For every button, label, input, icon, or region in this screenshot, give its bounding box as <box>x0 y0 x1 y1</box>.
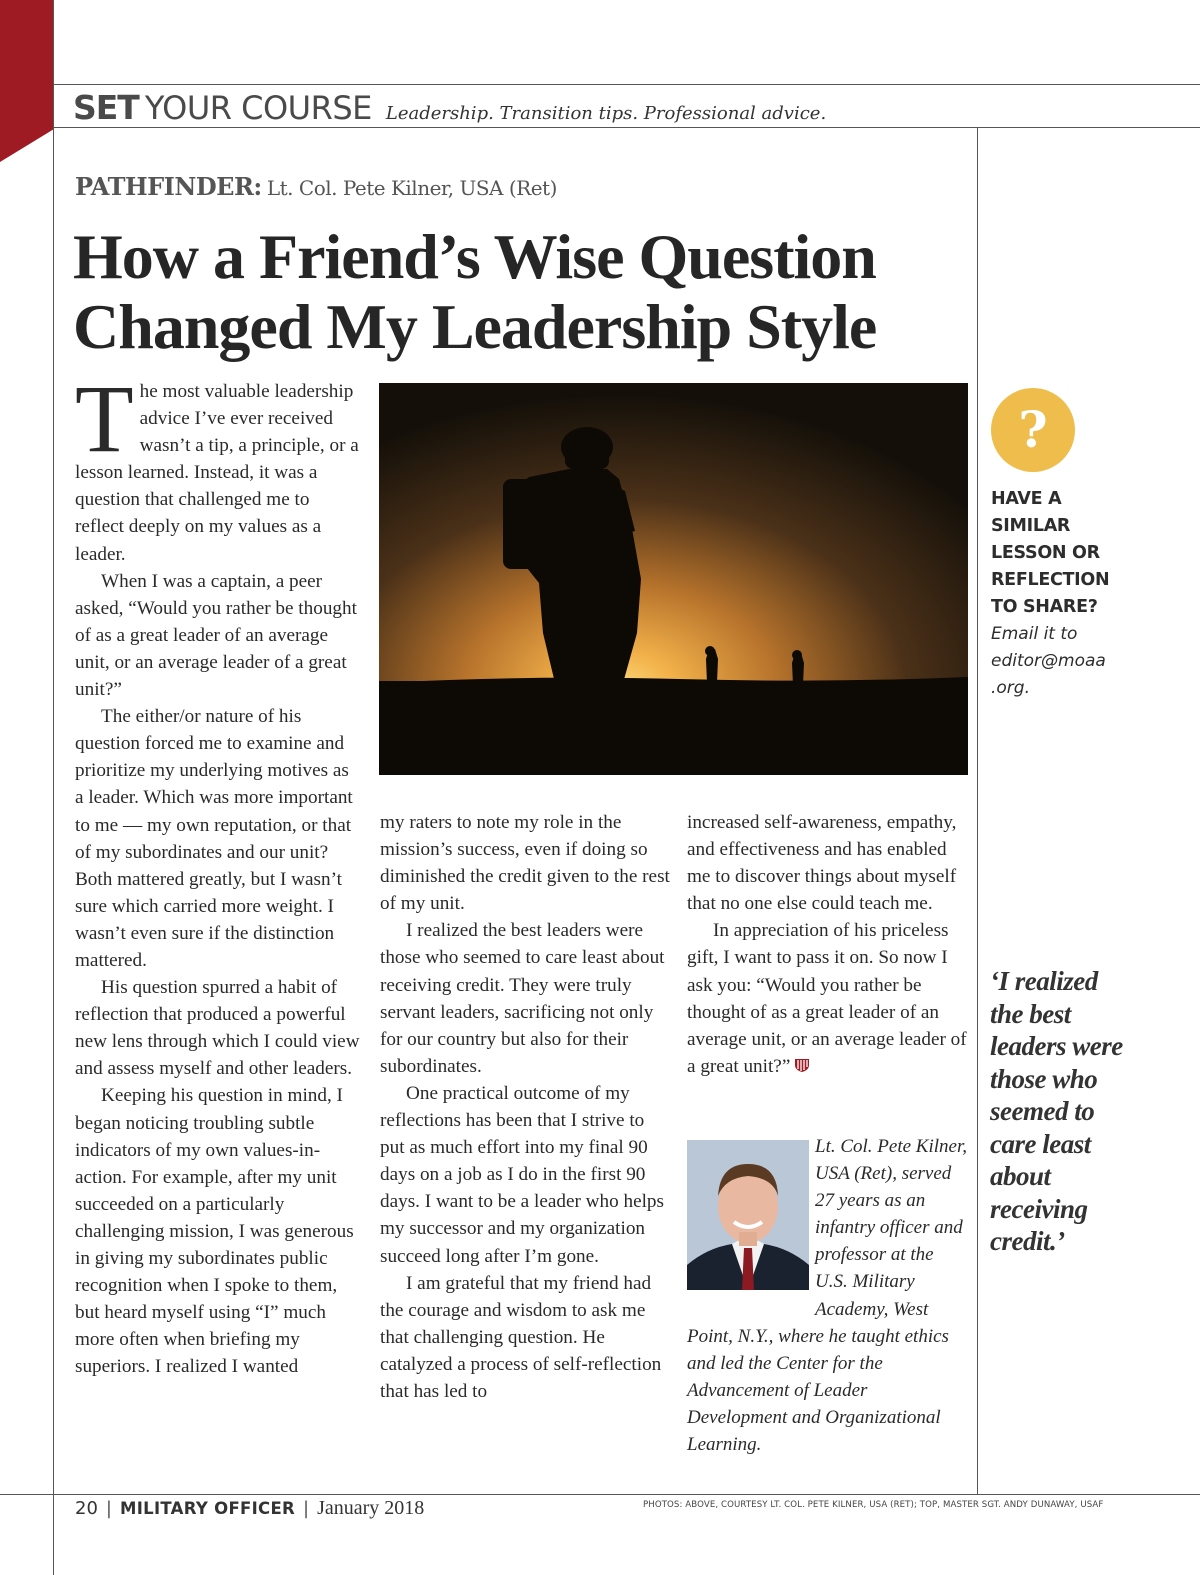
section-name-bold: SET <box>73 88 139 127</box>
pull-quote: ‘I realized the best leaders were those who seemed to care least about receiving credit.’ <box>990 966 1123 1256</box>
header-rule <box>53 127 1200 128</box>
article-paragraph <box>687 917 969 1080</box>
kicker-author: Lt. Col. Pete Kilner, USA (Ret) <box>266 176 557 200</box>
footer-separator: | <box>105 1498 112 1519</box>
issue-date: January 2018 <box>317 1497 425 1519</box>
headline-line-2: Changed My Leadership Style <box>73 291 877 362</box>
section-header <box>73 88 826 127</box>
article-headline <box>73 222 973 362</box>
top-rule <box>53 84 1200 85</box>
article-paragraph: His question spurred a habit of reflection that produced a powerful new lens through which I could view and assess myself and other leaders. <box>75 977 360 1080</box>
magazine-name: MILITARY OFFICER <box>119 1499 296 1518</box>
photo-credits: PHOTOS: ABOVE, COURTESY LT. COL. PETE KILNER, USA (RET); TOP, MASTER SGT. ANDY DUNAWAY, USAF <box>643 1500 1104 1510</box>
left-rule <box>53 0 54 1575</box>
kicker-label: PATHFINDER: <box>75 172 262 201</box>
drop-cap: T <box>75 365 134 472</box>
article-paragraph: Keeping his question in mind, I began noticing troubling subtle indicators of my own values-in-action. For example, after my unit succeeded on a particularly challenging mission, I was generous in giving my subordinates public recognition when I spoke to them, but heard myself using “I” much more often when briefing my superiors. I realized I wanted <box>75 1085 354 1378</box>
article-paragraph: I am grateful that my friend had the courage and wisdom to ask me that challenging question. He catalyzed a process of self-reflection that has led to <box>380 1272 662 1402</box>
footer-rule <box>0 1494 1200 1495</box>
sidebar-email: Email it to editor@moaa .org. <box>991 624 1106 698</box>
sidebar-rule <box>977 127 978 1494</box>
paragraph-text: he most valuable leadership advice I’ve ever received wasn’t a tip, a principle, or a lesson learned. Instead, it was a question that challenged me to reflect deeply on my values as a leader. <box>75 381 359 565</box>
article-paragraph: I realized the best leaders were those who seemed to care least about receiving credit. They were truly servant leaders, sacrificing not only for our country but also for their subordinates. <box>380 920 665 1077</box>
article-paragraph: One practical outcome of my reflections has been that I strive to put as much effort into my final 90 days on a job as I do in the first 90 days. I want to be a leader who helps my successor and my organization succeed long after I’m gone. <box>380 1082 664 1267</box>
section-tagline: Leadership. Transition tips. Professional advice. <box>385 103 827 124</box>
soldier-silhouette-photo <box>379 383 968 775</box>
question-mark-icon: ? <box>991 388 1075 472</box>
paragraph-text: In appreciation of his priceless gift, I want to pass it on. So now I ask you: “Would you rather be thought of as a great leader of an average unit, or an average leader of a great unit?” <box>687 920 967 1077</box>
article-paragraph: increased self-awareness, empathy, and effectiveness and has enabled me to discover things about myself that no one else could teach me. <box>687 812 957 915</box>
headline-line-1: How a Friend’s Wise Question <box>73 221 876 292</box>
author-bio <box>687 1133 969 1458</box>
article-column-2 <box>380 809 670 1405</box>
article-column-1 <box>75 365 360 1380</box>
sunset-photo-graphic <box>379 383 968 775</box>
bio-text: Lt. Col. Pete Kilner, USA (Ret), served 27 years as an infantry officer and professor at the U.S. Military Academy, West Point, N.Y., where he taught ethics and led the Center for the Advancement of Leader Development and Organizational Learning. <box>687 1136 967 1456</box>
page-number: 20 <box>75 1498 98 1519</box>
moaa-shield-icon <box>794 1058 810 1073</box>
article-paragraph: The either/or nature of his question forced me to examine and prioritize my underlying motives as a leader. Which was more important to me — my own reputation, or that of my subordinates and our unit? Both mattered greatly, but I wasn’t sure which carried more weight. I wasn’t even sure if the distinction mattered. <box>75 706 353 971</box>
sidebar-heading: HAVE A SIMILAR LESSON OR REFLECTION TO SHARE? <box>991 489 1110 617</box>
article-paragraph: When I was a captain, a peer asked, “Would you rather be thought of as a great leader of an average unit, or an average leader of a great unit?” <box>75 570 357 701</box>
page-footer <box>75 1497 424 1520</box>
article-paragraph <box>75 365 360 568</box>
red-corner-tab <box>0 0 53 162</box>
section-name-light: YOUR COURSE <box>144 89 372 127</box>
article-column-3 <box>687 809 969 1080</box>
footer-separator: | <box>303 1498 310 1519</box>
article-paragraph: my raters to note my role in the mission’s success, even if doing so diminished the credit given to the rest of my unit. <box>380 812 670 915</box>
kicker <box>75 172 557 201</box>
